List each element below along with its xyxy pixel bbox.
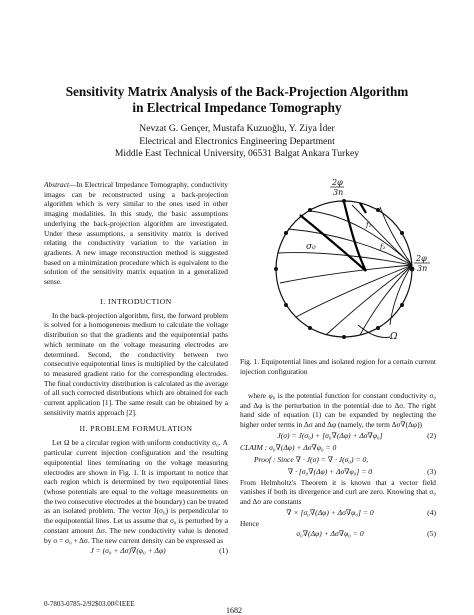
label-left-top: 2φ bbox=[332, 178, 343, 187]
equation-1-body: J = (σ₀ + Δσ)∇(φ₀ + Δφ) bbox=[90, 546, 166, 556]
equipotential-figure bbox=[240, 175, 436, 355]
label-right-bottom: 3n bbox=[417, 264, 428, 273]
label-f2: f₂ bbox=[380, 243, 386, 251]
equation-2 bbox=[240, 430, 436, 442]
region-pointer-arrow bbox=[358, 325, 390, 338]
equipotential-lines bbox=[278, 205, 412, 335]
section-heading-problem: II. PROBLEM FORMULATION bbox=[79, 424, 193, 434]
equation-3-body: ∇ · [σ₀∇(Δφ) + Δσ∇φ₀] = 0 bbox=[287, 466, 373, 476]
equation-5-number: (5) bbox=[427, 529, 436, 539]
abstract: Abstract—In Electrical Impedance Tomography, conductivity images can be reconstructed using a back-projection algorithm which is very similar to the ones used in other imaging modalities. In this study, the basic assumptions underlying the back-projection algorithm are investigated. Under these assumptions, a sensitivity matrix is derived relating the conductivity variation to the variation in gradients. A new image reconstruction method is suggested based on a minimization procedure which is equivalent to the solution of the sensitivity matrix equation in a generalized sense. bbox=[44, 180, 228, 287]
abstract-label: Abstract bbox=[44, 180, 70, 189]
figure-caption: Fig. 1. Equipotential lines and isolated region for a certain current injection configuration bbox=[240, 357, 436, 376]
abstract-text: In Electrical Impedance Tomography, conductivity images can be reconstructed using a back-projection algorithm which is very similar to the ones used in other imaging modalities. In this study, the basic assumptions underlying the back-projection algorithm are investigated. Under these assumptions, a sensitivity matrix is derived relating the conductivity variation to the variation in gradients. A new image reconstruction method is suggested based on a minimization procedure which is equivalent to the solution of the sensitivity matrix equation in a generalized sense. bbox=[44, 180, 228, 287]
left-column bbox=[44, 180, 228, 557]
equation-4 bbox=[240, 507, 436, 519]
isolated-region-outline bbox=[300, 202, 366, 271]
title-line-2: in Electrical Impedance Tomography bbox=[132, 100, 342, 115]
affiliation: Middle East Technical University, 06531 Balgat Ankara Turkey bbox=[114, 148, 360, 159]
electrode-dot bbox=[342, 199, 346, 203]
department: Electrical and Electronics Engineering Department bbox=[139, 135, 335, 147]
introduction-text: In the back-projection algorithm, first, the forward problem is solved for a homogeneous medium to calculate the voltage distribution so that the gradients and the equipotential paths which terminate on the voltage measuring electrodes are determined. Second, the conductivity between two consecutive equipotential lines is multiplied by the calculated to measured gradient ratio for the corresponding electrodes. The final conductivity distribution is calculated as the average of all such corrected distributions which are obtained for each current application [1]. The same result can be obtained by a sensitivity matrix approach [2]. bbox=[44, 310, 228, 417]
label-right-top: 2φ bbox=[416, 254, 427, 263]
label-f1: f₁ bbox=[366, 221, 372, 229]
problem-text: Let Ω be a circular region with uniform conductivity σ₀. A particular current injection configuration and the resulting equipotential lines terminating on the voltage measuring electrodes are shown in Fig. 1. It is important to notice that each region which is determined by two equipotential lines (whose potentials are equal to the voltage measurements on the two consecutive electrodes at the boundary) can be treated as an isolated problem. The vector J(σ₀) is perpendicular to the equipotential lines. Let us assume that σ₀ is perturbed by a constant amount Δσ. The new conductivity value is denoted by σ = σ₀ + Δσ. The new current density can be expressed as bbox=[44, 438, 228, 545]
equation-3 bbox=[240, 466, 436, 478]
equipotential-line bbox=[380, 207, 412, 265]
electrode-dot bbox=[376, 208, 380, 212]
equation-5 bbox=[240, 528, 436, 540]
electrode-dot bbox=[308, 208, 312, 212]
equation-5-body: σ₀∇(Δφ) + Δσ∇φ₀ = 0 bbox=[296, 529, 364, 539]
electrode-dot bbox=[274, 267, 278, 271]
equipotential-line bbox=[278, 253, 412, 265]
electrode-dot bbox=[410, 267, 415, 272]
copyright-notice: 0-7803-0785-2/92$03.00©IEEE bbox=[44, 600, 135, 608]
electrode-dot bbox=[284, 303, 288, 307]
equation-1 bbox=[44, 545, 228, 557]
equation-4-body: ∇ × [σ₀∇(Δφ) + Δσ∇φ₀] = 0 bbox=[286, 507, 374, 517]
equation-2-body: J(σ) = J(σ₀) + [σ₀∇(Δφ) + Δσ∇φ₀] bbox=[277, 430, 383, 440]
equipotential-line bbox=[280, 265, 412, 283]
electrode-dot bbox=[308, 326, 312, 330]
page-number: 1682 bbox=[226, 606, 242, 615]
electrode-dot bbox=[284, 231, 288, 235]
equation-4-number: (4) bbox=[427, 507, 436, 517]
equipotential-line bbox=[326, 265, 412, 335]
right-column bbox=[240, 175, 436, 540]
claim-line bbox=[240, 442, 436, 454]
right-paragraph-1: where φ₀ is the potential function for constant conductivity σ₀ and Δφ is the perturbation in the potential due to Δσ. The right hand side of equation (1) can be expanded by neglecting the higher order terms in Δσ and Δφ (namely, the term Δσ∇(Δφ)) bbox=[240, 390, 436, 429]
label-omega: Ω bbox=[390, 332, 398, 342]
claim-text: CLAIM : σ₀∇(Δφ) + Δσ∇φ₀ = 0 bbox=[240, 442, 337, 452]
author-block bbox=[40, 123, 434, 161]
equation-3-number: (3) bbox=[427, 466, 436, 476]
hence-text: Hence bbox=[240, 518, 259, 528]
equation-1-number: (1) bbox=[219, 546, 228, 556]
proof-text: Proof : Since ∇ · J(σ) = ∇ · J(σ₀) = 0, bbox=[254, 454, 369, 464]
electrode-dot bbox=[400, 303, 404, 307]
paper-title bbox=[40, 84, 434, 116]
section-heading-introduction: I. INTRODUCTION bbox=[100, 296, 172, 306]
equipotential-line bbox=[296, 265, 412, 317]
equation-2-number: (2) bbox=[427, 430, 436, 440]
label-left-bottom: 3n bbox=[333, 188, 344, 197]
right-paragraph-2: From Helmholtz's Theorem it is known that a vector field vanishes if both its divergence and curl are zero. Knowing that σ₀ and Δσ are constants bbox=[240, 477, 436, 507]
author-names: Nevzat G. Gençer, Mustafa Kuzuoğlu, Y. Ziya İder bbox=[139, 123, 335, 134]
electrode-dot bbox=[400, 231, 404, 235]
proof-line bbox=[240, 454, 436, 466]
electrode-dot bbox=[342, 335, 346, 339]
title-line-1: Sensitivity Matrix Analysis of the Back-Projection Algorithm bbox=[65, 84, 409, 99]
label-sigma0: σ₀ bbox=[306, 242, 316, 252]
electrode-dot bbox=[376, 326, 380, 330]
